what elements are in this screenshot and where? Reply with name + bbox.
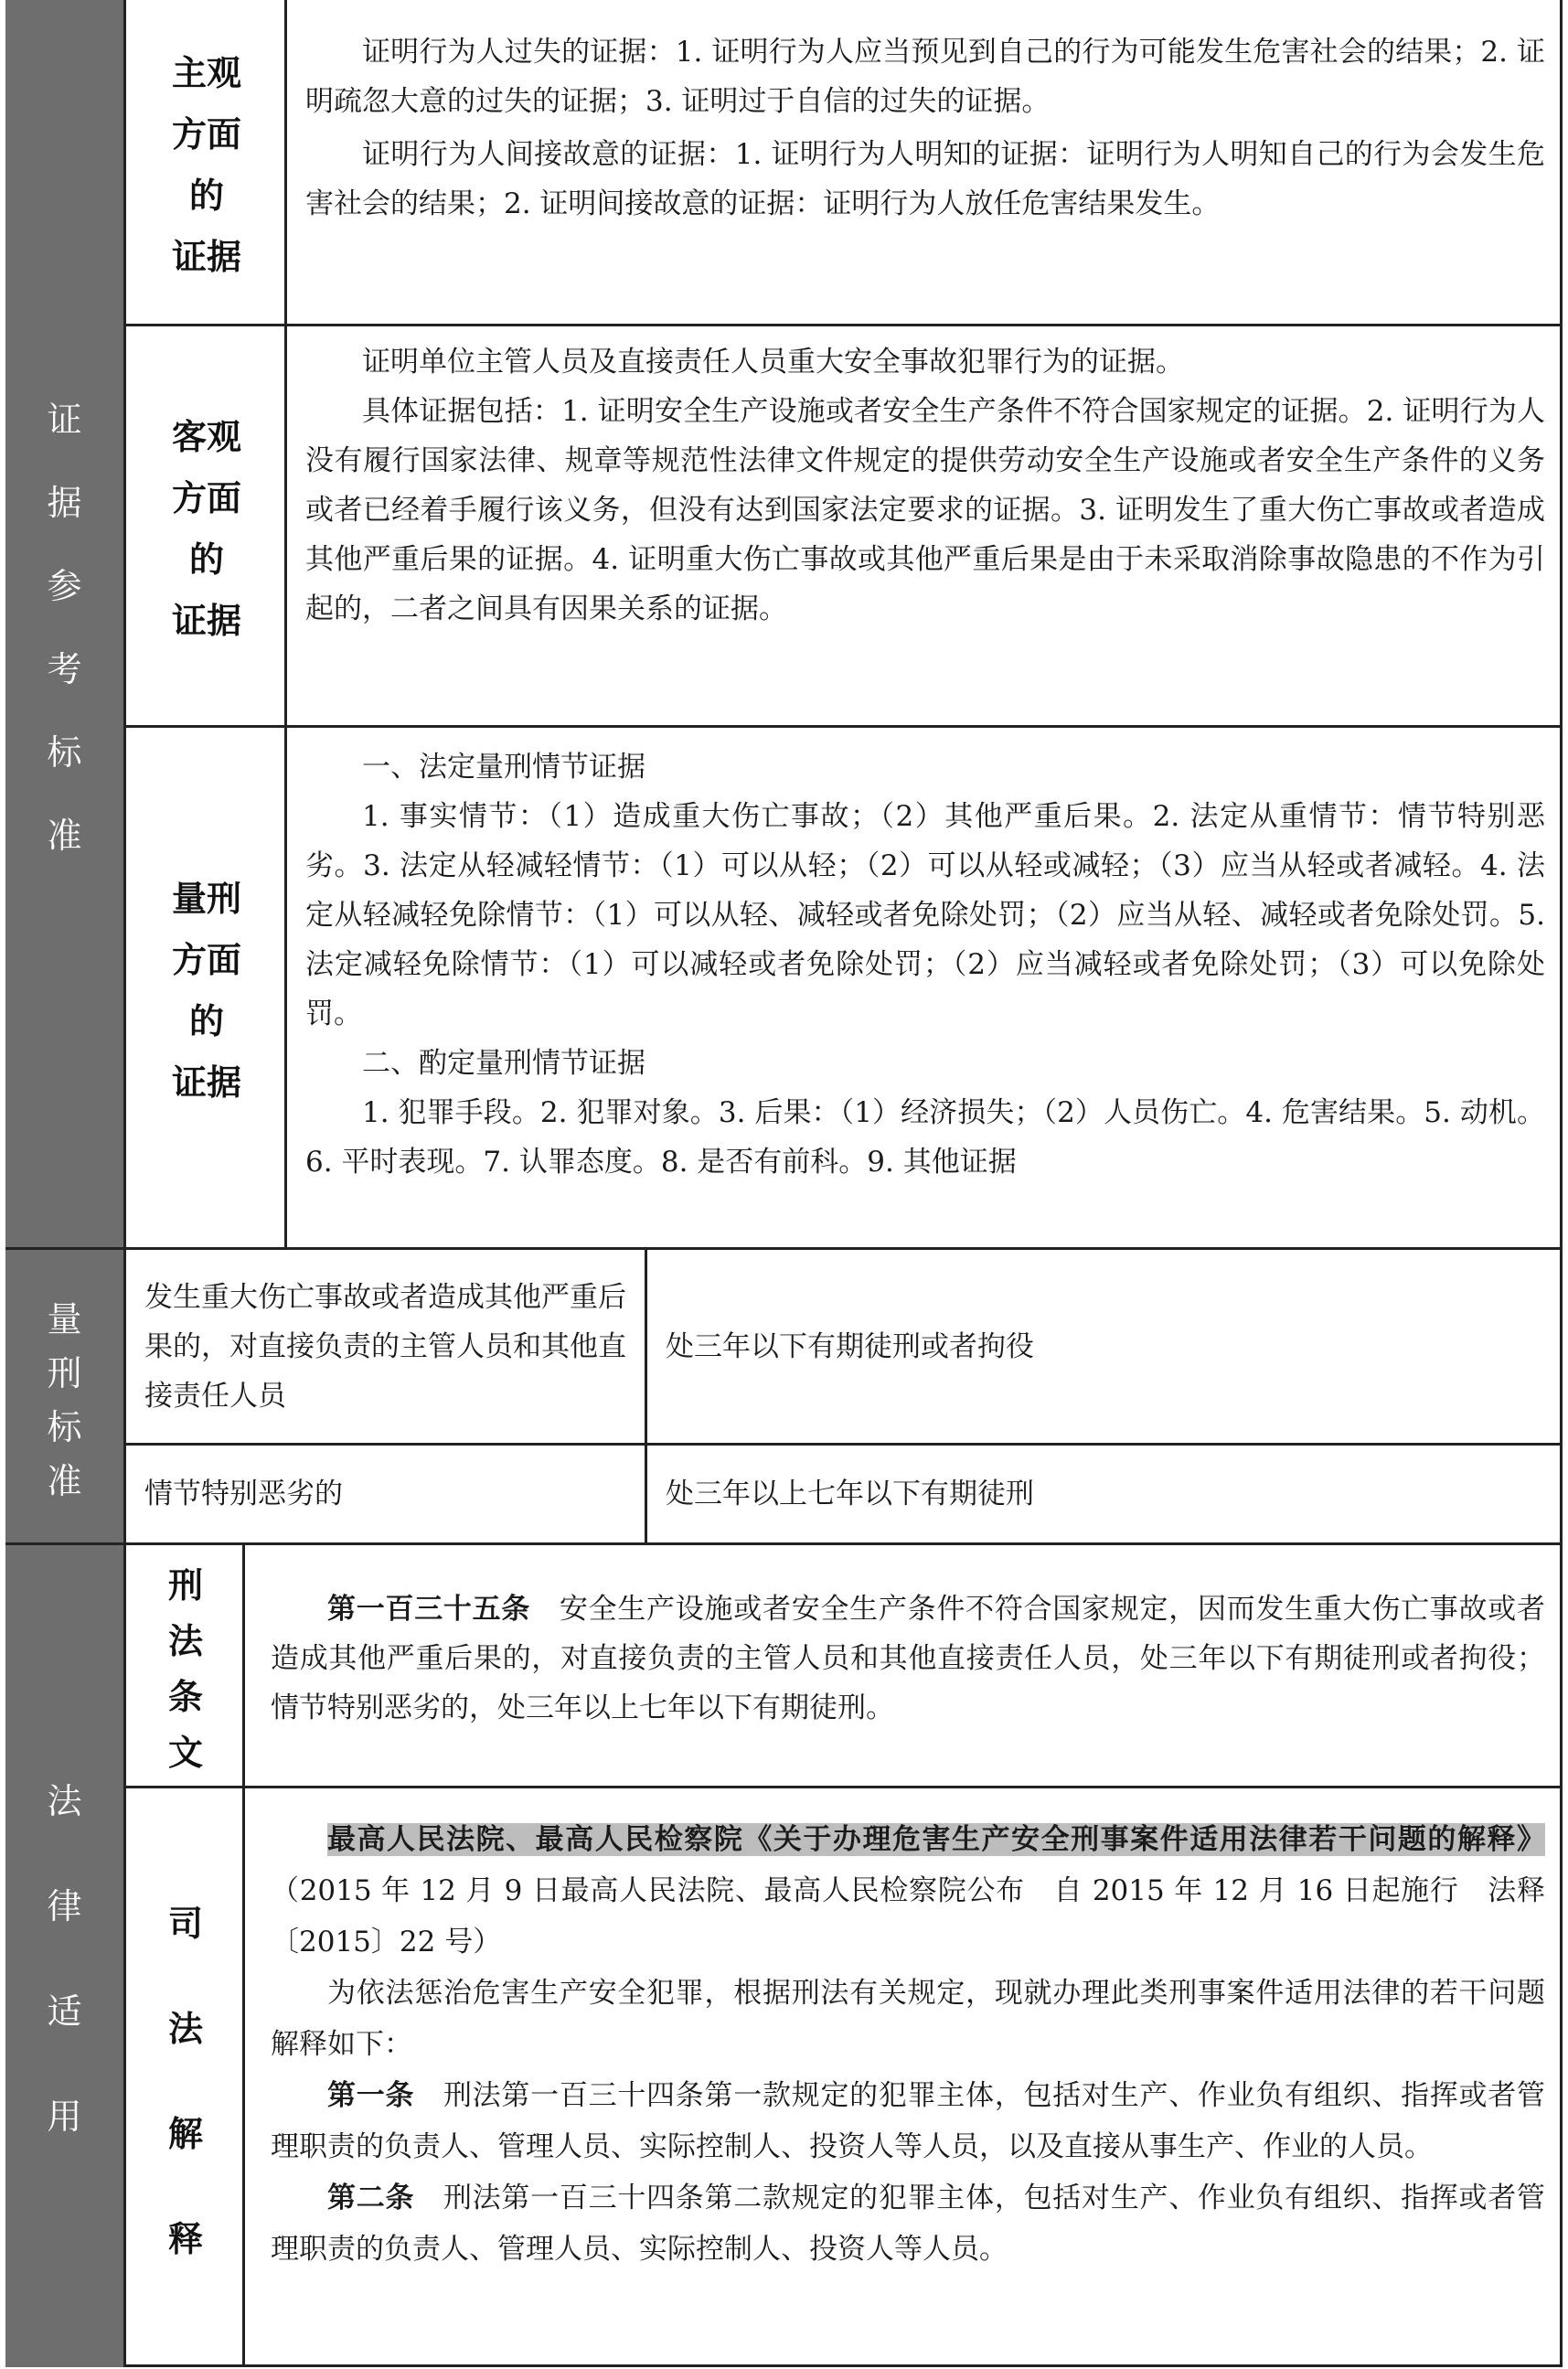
paragraph: 具体证据包括：1. 证明安全生产设施或者安全生产条件不符合国家规定的证据。2. 证明行为人没有履行国家法律、规章等规范性法律文件规定的提供劳动安全生产设施或者安全生产条件的义务或者已经着手履行该义务，但没有达到国家法定要求的证据。3. 证明发生了重大伤亡事故或者造成其他严重后果的证据。4. 证明重大伤亡事故或其他严重后果是由于未采取消除事故隐患的不作为引起的，二者之间具有因果关系的证据。 — [305, 395, 1545, 625]
label-line: 文 — [167, 1732, 203, 1773]
article-body: 安全生产设施或者安全生产条件不符合国家规定，因而发生重大伤亡事故或者造成其他严重后果的，对直接负责的主管人员和其他直接责任人员，处三年以下有期徒刑或者拘役；情节特别恶劣的，处三年以上七年以下有期徒刑。 — [271, 1593, 1546, 1724]
band-char: 证 — [47, 400, 82, 440]
article-title: 第一百三十五条 — [327, 1593, 531, 1626]
band-char: 据 — [47, 483, 82, 523]
label-line: 方面 — [171, 114, 241, 155]
paragraph — [271, 2172, 1545, 2275]
label-line: 刑 — [167, 1564, 203, 1606]
label-line: 方面 — [171, 940, 241, 980]
label-line: 主观 — [171, 53, 241, 93]
divider — [126, 725, 1563, 728]
band-evidence-label — [47, 391, 81, 858]
band-char: 律 — [47, 1886, 82, 1926]
paragraph: 一、法定量刑情节证据 — [362, 751, 645, 784]
band-char: 参 — [47, 566, 82, 606]
band-char: 考 — [47, 649, 82, 689]
divider — [126, 324, 1563, 326]
paragraph — [271, 1585, 1545, 1733]
divider — [645, 1249, 647, 1544]
label-line: 解 — [167, 2113, 203, 2154]
article-title: 第二条 — [327, 2182, 415, 2214]
objective-evidence-text — [305, 337, 1545, 634]
band-char: 量 — [47, 1298, 82, 1339]
band-standard-label — [47, 1291, 81, 1503]
article-body: 刑法第一百三十四条第一款规定的犯罪主体，包括对生产、作业负有组织、指挥或者管理职责的负责人、管理人员、实际控制人、投资人等人员，以及直接从事生产、作业的人员。 — [271, 2079, 1546, 2163]
interpretation-title: 最高人民法院、最高人民检察院《关于办理危害生产安全刑事案件适用法律若干问题的解释》 — [327, 1823, 1545, 1856]
band-char: 准 — [47, 816, 82, 856]
band-sentencing-standard — [5, 1249, 126, 1544]
paragraph: 1. 犯罪手段。2. 犯罪对象。3. 后果：（1）经济损失；（2）人员伤亡。4. 危害结果。5. 动机。6. 平时表现。7. 认罪态度。8. 是否有前科。9. 其他证据 — [305, 1096, 1545, 1179]
paragraph — [271, 2070, 1545, 2172]
article-title: 第一条 — [327, 2079, 415, 2112]
label-criminal-law-article — [129, 1545, 242, 1786]
label-objective-evidence — [129, 326, 284, 725]
label-line: 证据 — [171, 237, 241, 277]
label-line: 客观 — [171, 417, 241, 457]
band-char: 刑 — [47, 1352, 82, 1393]
standard-row-1-penalty — [666, 1250, 1543, 1443]
band-char: 适 — [47, 1991, 82, 2032]
band-char: 用 — [47, 2097, 82, 2137]
divider — [284, 0, 287, 1249]
evidence-law-table — [5, 0, 1563, 2367]
label-line: 法 — [167, 2008, 203, 2049]
label-judicial-interpretation — [129, 1788, 242, 2367]
label-line: 证据 — [171, 1062, 241, 1103]
band-char: 标 — [47, 1406, 82, 1447]
condition-text: 发生重大伤亡事故或者造成其他严重后果的，对直接负责的主管人员和其他直接责任人员 — [144, 1280, 626, 1413]
label-sentencing-evidence — [129, 728, 284, 1247]
band-char: 标 — [47, 732, 82, 773]
paragraph: 1. 事实情节：（1）造成重大伤亡事故；（2）其他严重后果。2. 法定从重情节：情节特别恶劣。3. 法定从轻减轻情节：（1）可以从轻；（2）可以从轻或减轻；（3）应当从轻或者减轻。4. 法定从轻减轻免除情节：（1）可以从轻、减轻或者免除处罚；（2）应当从轻、减轻或者免除处罚。5. 法定减轻免除情节：（1）可以减轻或者免除处罚；（2）应当减轻或者免除处罚；（3）可以免除处罚。 — [305, 800, 1545, 1030]
label-line: 法 — [167, 1620, 203, 1661]
divider — [126, 1786, 1563, 1788]
standard-row-2-condition — [144, 1446, 634, 1542]
band-law-application — [5, 1544, 126, 2367]
paragraph: 证明单位主管人员及直接责任人员重大安全事故犯罪行为的证据。 — [362, 346, 1184, 379]
judicial-interpretation-text — [271, 1814, 1545, 2275]
subjective-evidence-text — [305, 27, 1545, 229]
standard-row-1-condition — [144, 1250, 634, 1443]
label-line: 的 — [188, 1001, 224, 1041]
band-char: 准 — [47, 1460, 82, 1501]
condition-text: 情节特别恶劣的 — [144, 1478, 343, 1510]
paragraph: 二、酌定量刑情节证据 — [362, 1047, 645, 1080]
label-line: 方面 — [171, 478, 241, 518]
band-law-label — [47, 1773, 81, 2139]
label-line: 条 — [167, 1676, 203, 1717]
divider — [242, 1544, 245, 2367]
label-line: 的 — [188, 539, 224, 580]
article-body: 刑法第一百三十四条第二款规定的犯罪主体，包括对生产、作业负有组织、指挥或者管理职责的负责人、管理人员、实际控制人、投资人等人员。 — [271, 2182, 1546, 2266]
paragraph — [271, 1814, 1545, 1968]
paragraph: 为依法惩治危害生产安全犯罪，根据刑法有关规定，现就办理此类刑事案件适用法律的若干问题解释如下： — [271, 1977, 1545, 2061]
label-line: 量刑 — [171, 879, 241, 919]
interpretation-meta: （2015 年 12 月 9 日最高人民法院、最高人民检察院公布 自 2015 年 12 月 16 日起施行 法释〔2015〕22 号） — [271, 1874, 1545, 1958]
sentencing-evidence-text — [305, 742, 1545, 1187]
band-evidence-reference — [5, 0, 126, 1249]
label-line: 释 — [167, 2218, 203, 2259]
label-subjective-evidence — [129, 0, 284, 324]
penalty-text: 处三年以上七年以下有期徒刑 — [666, 1478, 1034, 1510]
standard-row-2-penalty — [666, 1446, 1543, 1542]
criminal-law-article-text — [271, 1585, 1545, 1733]
label-line: 司 — [167, 1903, 203, 1944]
label-line: 的 — [188, 176, 224, 216]
band-char: 法 — [47, 1781, 82, 1821]
label-line: 证据 — [171, 601, 241, 641]
paragraph: 证明行为人过失的证据：1. 证明行为人应当预见到自己的行为可能发生危害社会的结果；2. 证明疏忽大意的过失的证据；3. 证明过于自信的过失的证据。 — [305, 36, 1545, 118]
paragraph: 证明行为人间接故意的证据：1. 证明行为人明知的证据：证明行为人明知自己的行为会发生危害社会的结果；2. 证明间接故意的证据：证明行为人放任危害结果发生。 — [305, 138, 1545, 220]
penalty-text: 处三年以下有期徒刑或者拘役 — [666, 1329, 1034, 1363]
